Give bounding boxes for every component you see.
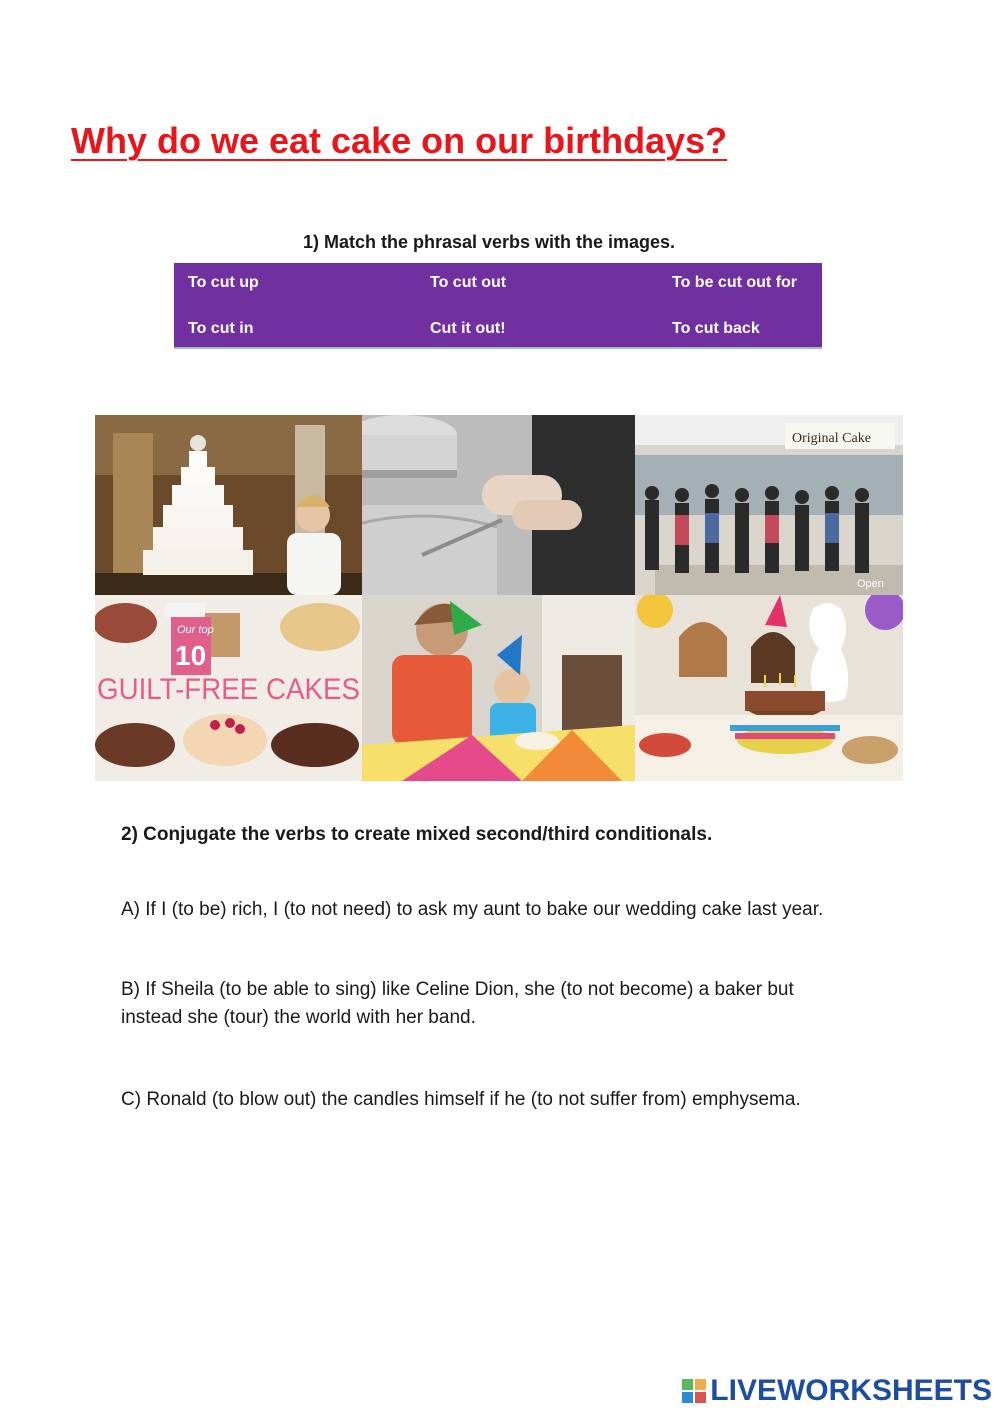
cake-shop-queue-photo [635, 415, 903, 595]
sentence-a: A) If I (to be) rich, I (to not need) to ask my aunt to bake our wedding cake last year. [121, 899, 824, 920]
liveworksheets-logo-icon [682, 1379, 706, 1403]
exercise-1-instruction: 1) Match the phrasal verbs with the images. [302, 232, 676, 252]
exercise-2-instruction: 2) Conjugate the verbs to create mixed second/third conditionals. [121, 824, 713, 845]
guilt-free-cakes-photo [95, 595, 362, 781]
liveworksheets-wordmark: LIVEWORKSHEETS [710, 1374, 992, 1407]
image-collage [95, 415, 903, 781]
top-number-label: 10 [175, 640, 207, 671]
birthday-candles-photo [635, 595, 903, 781]
shop-open-text: Open [857, 578, 884, 590]
verb-cut-it-out: Cut it out! [430, 320, 506, 337]
guilt-free-caption: GUILT-FREE CAKES [97, 673, 360, 706]
our-top-label: Our top [177, 624, 214, 636]
sentence-b-line-2: instead she (tour) the world with her band. [121, 1007, 476, 1028]
sentence-b-line-1: B) If Sheila (to be able to sing) like Celine Dion, she (to not become) a baker but [121, 979, 794, 1000]
phrasal-verbs-table [174, 263, 822, 349]
verb-be-cut-out-for: To be cut out for [672, 274, 798, 291]
sentence-c: C) Ronald (to blow out) the candles himself if he (to not suffer from) emphysema. [121, 1089, 801, 1110]
verb-cut-back: To cut back [672, 320, 760, 337]
verb-cut-out: To cut out [430, 274, 507, 291]
page-title: Why do we eat cake on our birthdays? [71, 120, 728, 161]
child-party-photo [362, 595, 635, 781]
shop-sign-text: Original Cake [792, 431, 871, 446]
verb-cut-up: To cut up [188, 274, 259, 291]
liveworksheets-branding [682, 1374, 992, 1408]
wedding-cake-photo [95, 415, 362, 595]
cutting-cake-photo [362, 415, 635, 595]
verb-cut-in: To cut in [188, 320, 254, 337]
